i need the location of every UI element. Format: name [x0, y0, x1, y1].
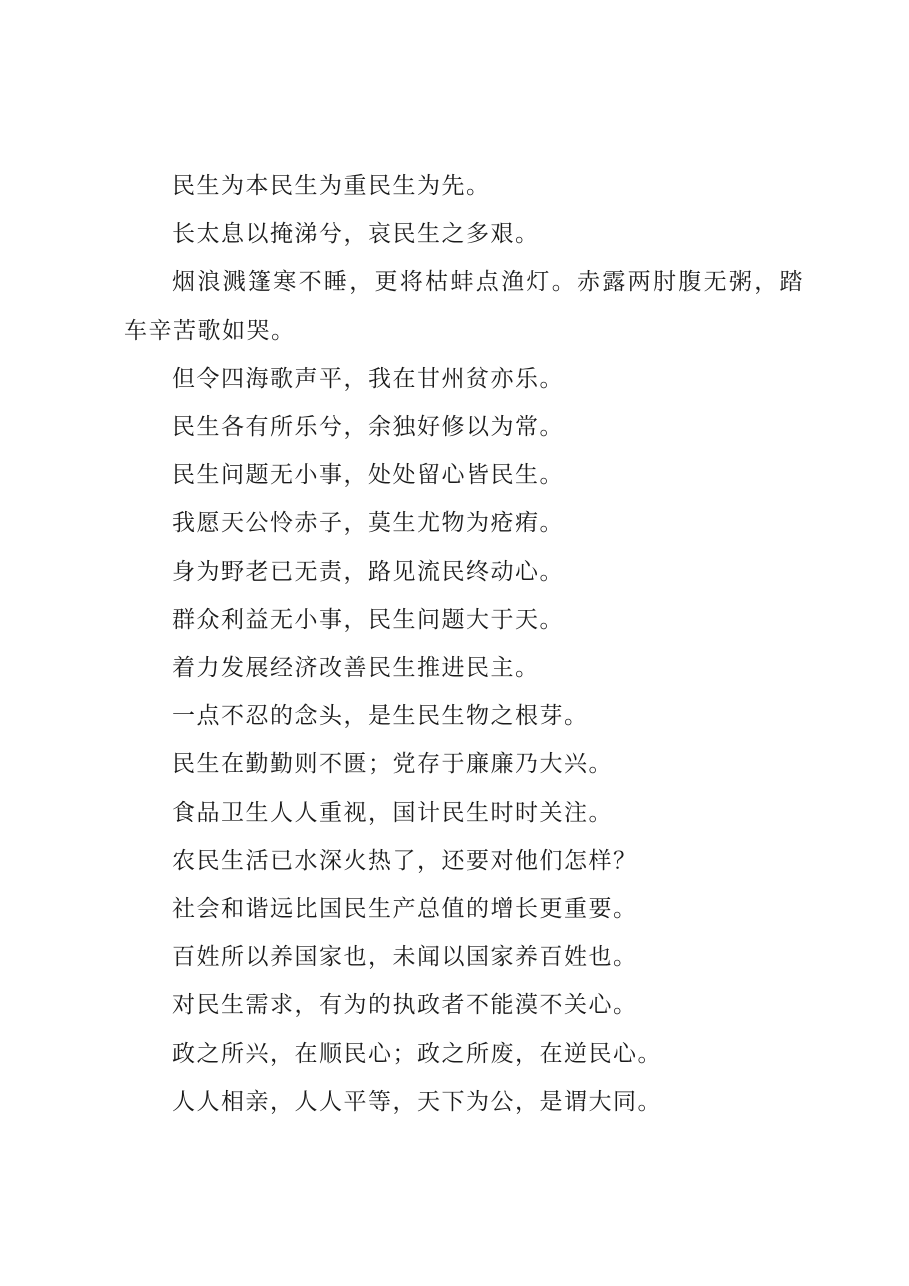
paragraph: 我愿天公怜赤子，莫生尤物为疮痏。	[172, 510, 564, 537]
paragraph: 烟浪溅篷寒不睡，更将枯蚌点渔灯。赤露两肘腹无粥，踏车辛苦歌如哭。	[124, 269, 804, 344]
paragraph: 百姓所以养国家也，未闻以国家养百姓也。	[172, 944, 638, 971]
paragraph: 食品卫生人人重视，国计民生时时关注。	[172, 799, 613, 826]
paragraph: 政之所兴，在顺民心；政之所废，在逆民心。	[172, 1040, 662, 1067]
paragraph: 群众利益无小事，民生问题大于天。	[172, 606, 564, 633]
paragraph: 对民生需求，有为的执政者不能漠不关心。	[172, 992, 638, 1019]
paragraph: 民生为本民生为重民生为先。	[172, 173, 491, 199]
paragraph: 农民生活已水深火热了，还要对他们怎样？	[172, 847, 638, 874]
paragraph: 着力发展经济改善民生推进民主。	[172, 655, 540, 682]
paragraph: 民生在勤勤则不匮；党存于廉廉乃大兴。	[172, 751, 613, 778]
paragraph: 长太息以掩涕兮，哀民生之多艰。	[172, 221, 540, 248]
paragraph: 民生问题无小事，处处留心皆民生。	[172, 462, 564, 489]
paragraph: 一点不忍的念头，是生民生物之根芽。	[172, 703, 589, 730]
paragraph: 社会和谐远比国民生产总值的增长更重要。	[172, 896, 638, 923]
paragraph: 民生各有所乐兮，余独好修以为常。	[172, 414, 564, 441]
document-body	[124, 162, 804, 1126]
paragraph: 人人相亲，人人平等，天下为公，是谓大同。	[172, 1088, 662, 1115]
paragraph: 身为野老已无责，路见流民终动心。	[172, 558, 564, 585]
paragraph: 但令四海歌声平，我在甘州贫亦乐。	[172, 365, 564, 392]
